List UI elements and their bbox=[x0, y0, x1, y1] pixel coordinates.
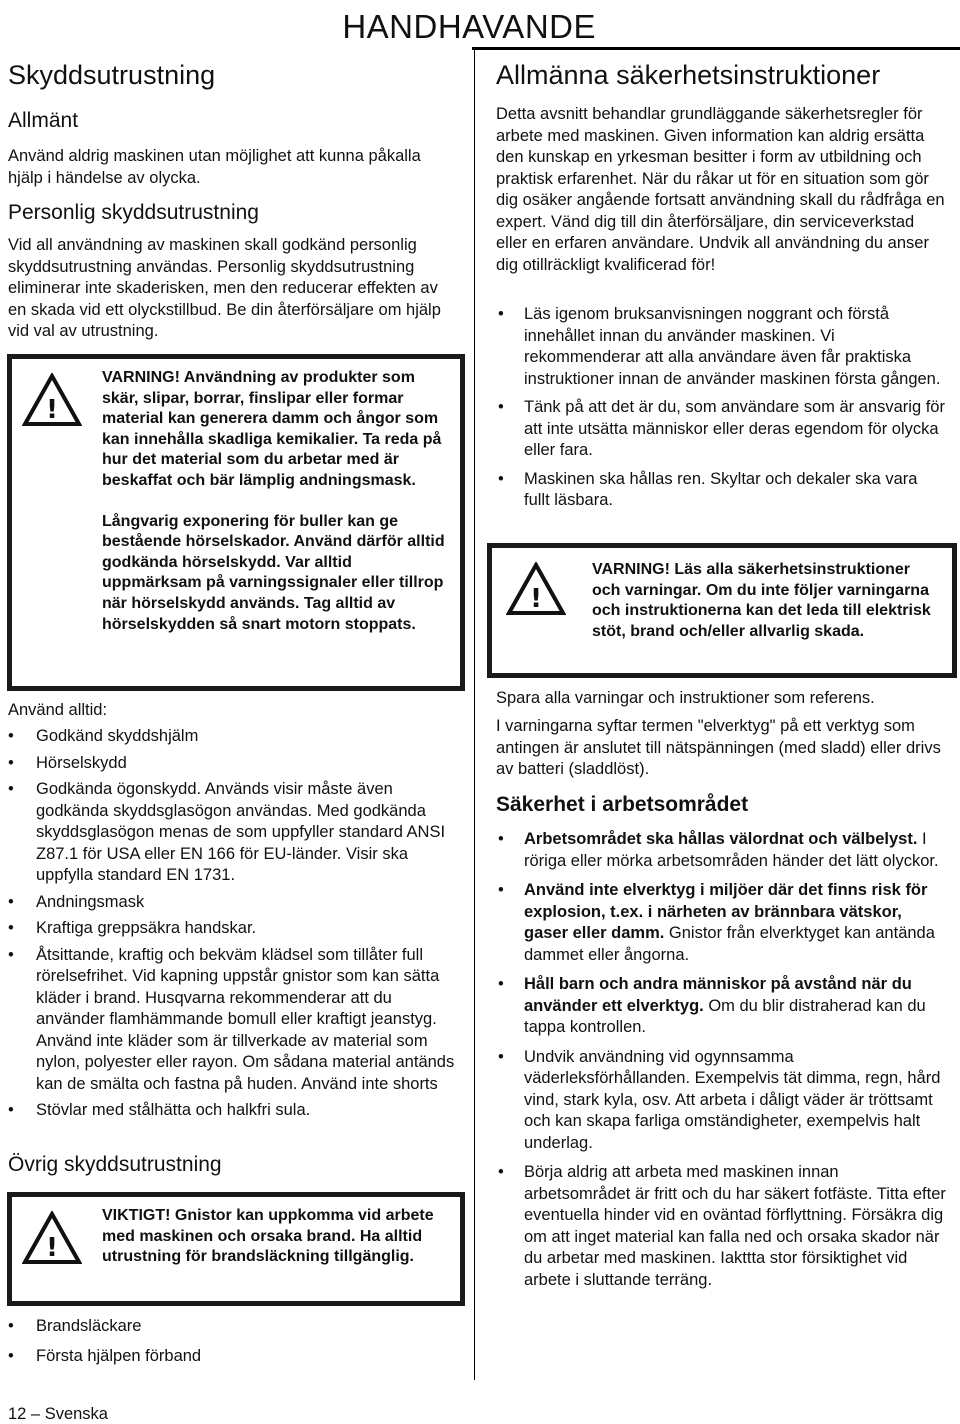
heading-personlig-skyddsutrustning: Personlig skyddsutrustning bbox=[8, 201, 259, 224]
always-list bbox=[8, 726, 458, 1127]
list-item: • Tänk på att det är du, som användare som är ansvarig för att inte utsätta människor eller deras egendom för olycka eller fara. bbox=[496, 397, 946, 462]
personlig-text: Vid all användning av maskinen skall godkänd personlig skyddsutrustning användas. Personlig skyddsutrustning eliminerar inte skaderisken, men den reducerar effekten av en skada vid ett olyckstillbud. Be din återförsäljare om hjälp vid val av utrustning. bbox=[8, 236, 441, 340]
list-item: • Brandsläckare bbox=[8, 1316, 458, 1338]
warning-text bbox=[102, 1206, 454, 1268]
warning-triangle-icon bbox=[22, 373, 82, 427]
section-title-skyddsutrustning: Skyddsutrustning bbox=[8, 60, 216, 90]
warning-text bbox=[592, 560, 942, 642]
warning-box-read-instructions bbox=[487, 543, 957, 678]
item-text: I röriga eller mörka arbetsområden händer det lätt olyckor. bbox=[524, 830, 939, 870]
list-item bbox=[496, 974, 946, 1039]
list-item bbox=[496, 880, 946, 966]
list-item: • Andningsmask bbox=[8, 892, 458, 914]
list-item: • Kraftiga greppsäkra handskar. bbox=[8, 918, 458, 940]
list-item: • Läs igenom bruksanvisningen noggrant och förstå innehållet innan du använder maskinen. Vi rekommenderar att alla användare även får praktiska instruktioner innan de använder maskinen första gången. bbox=[496, 304, 946, 390]
item-text: Gnistor från elverktyget kan antända dammet eller ångorna. bbox=[524, 924, 935, 964]
list-item: • Börja aldrig att arbeta med maskinen innan arbetsområdet är fritt och du har säkert fotfäste. Titta efter eventuella hinder vid en oväntad förflyttning. Försäkra dig om att inget material kan falla ned och orsaka skador när du arbetar med maskinen. Iakttta stor försiktighet vid arbete i sluttande terräng. bbox=[496, 1162, 946, 1291]
warning-paragraph-fire: VIKTIGT! Gnistor kan uppkomma vid arbete med maskinen och orsaka brand. Ha alltid utrustning för brandsläckning tillgänglig. bbox=[102, 1207, 434, 1266]
heading-allmant: Allmänt bbox=[8, 109, 79, 132]
svg-text:!: ! bbox=[46, 1233, 58, 1263]
warning-paragraph-read: VARNING! Läs alla säkerhetsinstruktioner och varningar. Om du inte följer varningarna och instruktionerna kan det leda till elektrisk stöt, brand och/eller allvarlig skada. bbox=[592, 561, 931, 640]
save-instructions-text: Spara alla varningar och instruktioner som referens. bbox=[496, 689, 875, 707]
warning-triangle-icon bbox=[506, 562, 566, 616]
list-item: • Maskinen ska hållas ren. Skyltar och dekaler ska vara fullt läsbara. bbox=[496, 469, 946, 512]
list-item: • Godkända ögonskydd. Används visir måste även godkända skyddsglasögon användas. Med godkända skyddsglasögon menas de som uppfyller standard ANSI Z87.1 för USA eller EN 166 för EU-länder. Visir ska uppfylla standard EN 1731. bbox=[8, 779, 458, 887]
item-bold-text: Arbetsområdet ska hållas välordnat och välbelyst. bbox=[524, 830, 918, 848]
warning-paragraph-noise: Långvarig exponering för buller kan ge bestående hörselskador. Använd därför alltid godkända hörselskydd. Var alltid uppmärksam på varningssignaler eller tillrop när hörselskydd används. Tag alltid av hörselskydden så snart motorn stoppats. bbox=[102, 512, 445, 633]
heading-sakerhet-arbetsomradet: Säkerhet i arbetsområdet bbox=[496, 793, 749, 816]
extra-equipment-list bbox=[8, 1316, 458, 1372]
always-label: Använd alltid: bbox=[8, 701, 108, 719]
svg-text:!: ! bbox=[46, 395, 58, 425]
list-item bbox=[496, 829, 946, 872]
column-divider bbox=[474, 50, 475, 1380]
header-rule bbox=[472, 47, 960, 50]
list-item: • Första hjälpen förband bbox=[8, 1346, 458, 1368]
general-rules-list bbox=[496, 304, 946, 519]
section-title-sakerhetsinstruktioner: Allmänna säkerhetsinstruktioner bbox=[496, 60, 881, 90]
warning-paragraph-dust: VARNING! Användning av produkter som skär, slipar, borrar, finslipar eller formar material kan generera damm och ångor som kan innehålla skadliga kemikalier. Ta reda på hur det material som du arbetar med är beskaffat och bär lämplig andningsmask. bbox=[102, 369, 442, 489]
list-item: • Undvik användning vid ogynnsamma väderleksförhållanden. Exempelvis tät dimma, regn, hård vind, stark kyla, osv. Att arbeta i dåligt väder är tröttsamt och kan skapa farliga omständigheter, exempelvis halt underlag. bbox=[496, 1047, 946, 1155]
svg-text:!: ! bbox=[530, 584, 542, 614]
power-tool-term-text: I varningarna syftar termen "elverktyg" på ett verktyg som antingen är anslutet till nätspänningen (med sladd) eller drivs av batteri (sladdlöst). bbox=[496, 717, 941, 778]
warning-box-dust-noise bbox=[7, 354, 465, 691]
item-bold-text: Håll barn och andra människor på avstånd när du använder ett elverktyg. bbox=[524, 975, 912, 1015]
warning-box-fire bbox=[7, 1192, 465, 1306]
warning-text bbox=[102, 368, 454, 635]
intro-text: Detta avsnitt behandlar grundläggande säkerhetsregler för arbete med maskinen. Given information kan aldrig ersätta den kunskap en yrkesman besitter i form av utbildning och praktisk erfarenhet. När du råkar ut för en situation som gör dig osäker angående fortsatt användning skall du rådfråga en expert. Vänd dig till din återförsäljare, din serviceverkstad eller en erfaren användare. Undvik all användning du anser dig otillräckligt kvalificerad för! bbox=[496, 105, 945, 274]
page-footer: 12 – Svenska bbox=[8, 1405, 108, 1423]
list-item: • Godkänd skyddshjälm bbox=[8, 726, 458, 748]
allmant-text: Använd aldrig maskinen utan möjlighet att kunna påkalla hjälp i händelse av olycka. bbox=[8, 147, 421, 187]
page-header-title: HANDHAVANDE bbox=[342, 8, 596, 45]
heading-ovrig-skyddsutrustning: Övrig skyddsutrustning bbox=[8, 1153, 222, 1176]
list-item: • Hörselskydd bbox=[8, 753, 458, 775]
item-bold-text: Använd inte elverktyg i miljöer där det finns risk för explosion, t.ex. i närheten av brännbara vätskor, gaser eller damm. bbox=[524, 881, 928, 942]
list-item: • Stövlar med stålhätta och halkfri sula. bbox=[8, 1100, 458, 1122]
list-item: • Åtsittande, kraftig och bekväm klädsel som tillåter full rörelsefrihet. Vid kapning uppstår gnistor som kan sätta kläder i brand. Husqvarna rekommenderar att du använder flamhämmande bomull eller kraftigt jeanstyg. Använd inte kläder som är tillverkade av material som nylon, polyester eller rayon. Om sådana material antänds kan de smälta och fastna på huden. Använd inte shorts bbox=[8, 945, 458, 1096]
item-text: Om du blir distraherad kan du tappa kontrollen. bbox=[524, 996, 926, 1036]
warning-triangle-icon bbox=[22, 1211, 82, 1265]
work-area-list bbox=[496, 829, 946, 1298]
